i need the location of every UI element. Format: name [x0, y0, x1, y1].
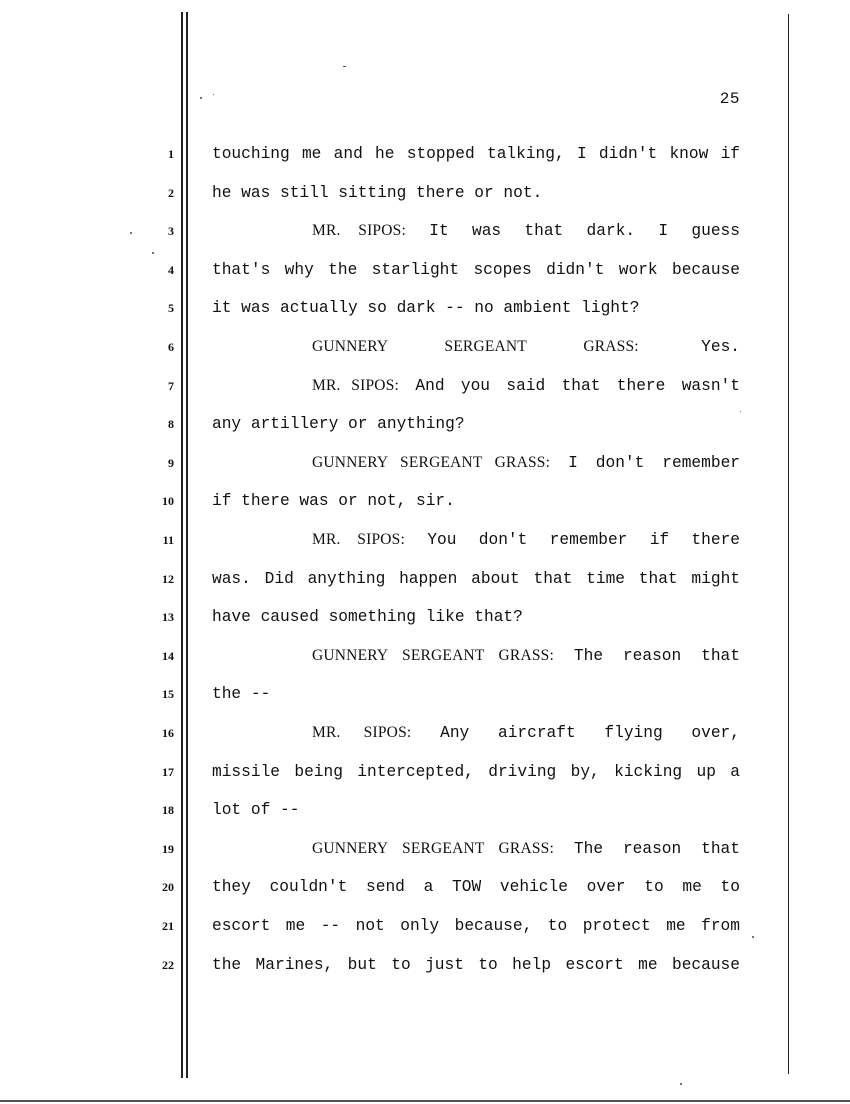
- scan-speck: [680, 1083, 682, 1085]
- speech-text: any artillery or anything?: [212, 415, 465, 434]
- speech-text: was. Did anything happen about that time that might: [212, 569, 740, 588]
- transcript-line: [212, 955, 740, 975]
- line-number: 10: [162, 494, 174, 509]
- speaker-label: MR. SIPOS:: [312, 531, 405, 548]
- transcript-line: [312, 453, 740, 473]
- transcript-line: [212, 491, 740, 511]
- speech-text: The reason that: [573, 646, 740, 665]
- transcript-line: [312, 221, 740, 241]
- transcript-line: [212, 569, 740, 589]
- scan-speck: [152, 252, 154, 254]
- line-number: 20: [162, 880, 174, 895]
- speech-text: And you said that there wasn't: [415, 376, 740, 395]
- transcript-line: [212, 260, 740, 280]
- left-margin-rule-inner: [186, 12, 188, 1078]
- line-number: 7: [168, 378, 174, 393]
- speech-text: You don't remember if there: [427, 531, 741, 549]
- transcript-line: [312, 839, 740, 859]
- line-number: 14: [162, 648, 174, 663]
- speech-text: missile being intercepted, driving by, kicking up a: [212, 762, 740, 781]
- page-number: 25: [719, 90, 740, 108]
- transcript-line: [212, 762, 740, 782]
- line-number: 11: [162, 533, 174, 547]
- line-number: 18: [162, 803, 174, 818]
- speech-text: have caused something like that?: [212, 608, 523, 627]
- speech-text: It was that dark. I guess: [429, 222, 740, 241]
- speech-text: The reason that: [573, 839, 740, 858]
- speaker-label: GUNNERY SERGEANT GRASS:: [312, 338, 639, 355]
- speech-text: the --: [212, 685, 271, 704]
- speaker-label: GUNNERY SERGEANT GRASS:: [312, 839, 554, 857]
- speech-text: the Marines, but to just to help escort me because: [212, 955, 740, 974]
- transcript-line: [212, 916, 740, 936]
- speech-text: I don't remember: [568, 453, 741, 472]
- speech-text: it was actually so dark -- no ambient light?: [212, 299, 640, 318]
- transcript-line: [212, 144, 740, 164]
- transcript-line: [312, 530, 740, 550]
- scan-speck: [740, 411, 741, 412]
- line-number: 2: [168, 185, 174, 200]
- line-number: 15: [162, 687, 174, 702]
- transcript-line: [312, 337, 740, 357]
- transcript-line: [312, 646, 740, 666]
- line-number: 3: [168, 224, 174, 239]
- line-number: 17: [162, 764, 174, 779]
- speaker-label: GUNNERY SERGEANT GRASS:: [312, 453, 551, 471]
- speech-text: that's why the starlight scopes didn't work because: [212, 260, 740, 279]
- speech-text: he was still sitting there or not.: [212, 183, 543, 202]
- transcript-line: [212, 414, 740, 434]
- left-margin-rule-outer: [181, 12, 183, 1078]
- line-number: 6: [168, 340, 174, 354]
- line-number: 12: [162, 571, 174, 586]
- speaker-label: GUNNERY SERGEANT GRASS:: [312, 646, 554, 664]
- speech-text: lot of --: [212, 801, 300, 820]
- transcript-line: [212, 877, 740, 897]
- speech-text: touching me and he stopped talking, I didn't know if: [212, 145, 740, 163]
- transcript-line: [212, 298, 740, 318]
- right-margin-rule: [788, 14, 789, 1074]
- transcript-line: [312, 376, 740, 396]
- line-number: 9: [168, 455, 174, 470]
- transcript-line: [212, 607, 740, 627]
- speech-text: Any aircraft flying over,: [440, 724, 740, 742]
- transcript-line: [212, 684, 740, 704]
- speech-text: if there was or not, sir.: [212, 492, 455, 511]
- speaker-label: MR. SIPOS:: [312, 222, 406, 240]
- transcript-line: [212, 183, 740, 203]
- transcript-line: [312, 723, 740, 743]
- line-number: 13: [162, 610, 174, 625]
- line-number: 5: [168, 301, 174, 316]
- bottom-edge-rule: [0, 1100, 850, 1102]
- transcript-line: [212, 800, 740, 820]
- speech-text: Yes.: [701, 338, 740, 356]
- scan-speck: [752, 936, 754, 938]
- line-number: 16: [162, 726, 174, 740]
- line-number: 19: [162, 841, 174, 856]
- line-number: 8: [168, 417, 174, 432]
- line-number: 1: [168, 147, 174, 161]
- scan-speck: [200, 97, 202, 99]
- speech-text: escort me -- not only because, to protect me from: [212, 917, 740, 935]
- scan-speck: [213, 94, 214, 95]
- line-number: 4: [168, 262, 174, 277]
- scan-speck: [343, 66, 346, 67]
- line-number: 22: [162, 957, 174, 972]
- scan-speck: [130, 232, 132, 234]
- speech-text: they couldn't send a TOW vehicle over to me to: [212, 878, 740, 897]
- line-number: 21: [162, 919, 174, 933]
- speaker-label: MR. SIPOS:: [312, 376, 400, 394]
- speaker-label: MR. SIPOS:: [312, 724, 412, 741]
